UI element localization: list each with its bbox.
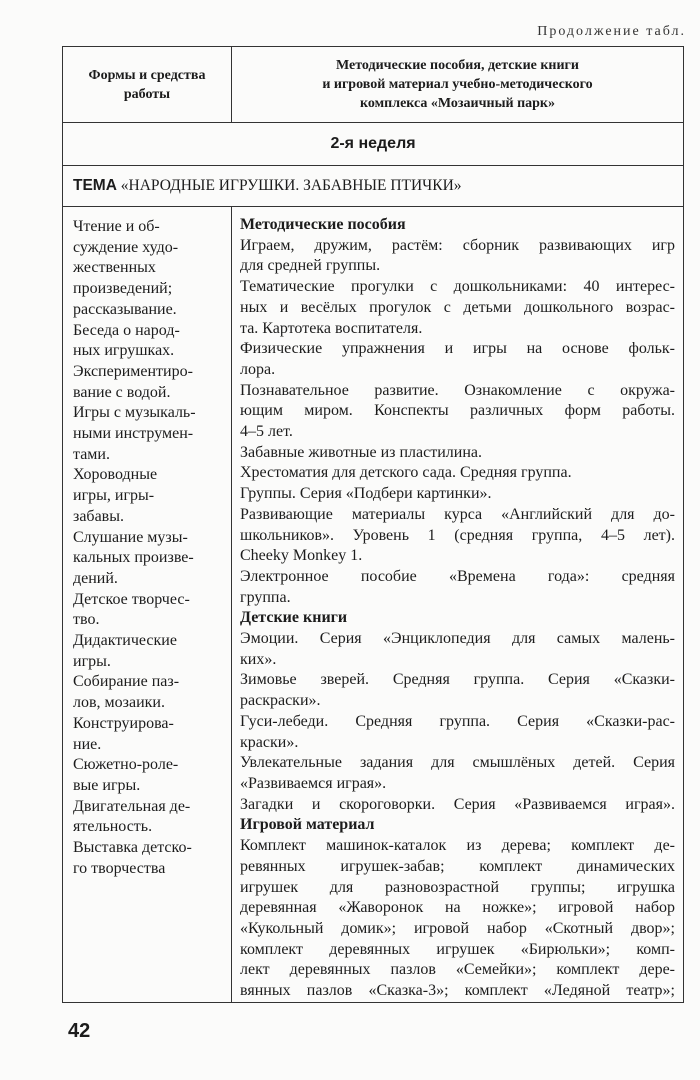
- materials-line: для средней группы.: [240, 257, 381, 275]
- materials-line: Эмоции. Серия «Энциклопедия для самых малень-: [240, 630, 675, 648]
- theme-label: ТЕМА: [73, 177, 117, 194]
- col2-header: [232, 47, 684, 123]
- materials-line: Комплект машинок-каталок из дерева; комплект де-: [240, 837, 675, 855]
- forms-line: лов, мозаики.: [73, 694, 165, 712]
- theme-text: «НАРОДНЫЕ ИГРУШКИ. ЗАБАВНЫЕ ПТИЧКИ»: [116, 177, 462, 194]
- forms-line: тво.: [73, 611, 100, 629]
- col2-header-line: и игровой материал учебно-методического: [322, 77, 593, 92]
- materials-line: Забавные животные из пластилина.: [240, 443, 482, 461]
- materials-line: Загадки и скороговорки. Серия «Развиваемся играя».: [240, 795, 675, 813]
- week-row: [63, 123, 684, 166]
- forms-line: Игры с музыкаль-: [73, 404, 196, 422]
- theme-row: [63, 166, 684, 207]
- col2-header-line: Методические пособия, детские книги: [336, 58, 579, 73]
- forms-line: вые игры.: [73, 776, 141, 794]
- materials-subheading: Игровой материал: [240, 816, 375, 834]
- materials-line: ких».: [240, 650, 277, 668]
- materials-line: 4–5 лет.: [240, 423, 293, 441]
- materials-line: игрушек для разновозрастной группы; игрушка: [240, 878, 675, 896]
- materials-column: [232, 207, 684, 1003]
- col1-header: [63, 47, 232, 123]
- forms-line: вание с водой.: [73, 383, 171, 401]
- forms-line: игры, игры-: [73, 487, 155, 505]
- materials-line: Электронное пособие «Времена года»: средняя: [240, 567, 675, 585]
- materials-line: Увлекательные задания для смышлёных детей. Серия: [240, 754, 675, 772]
- materials-line: ющим миром. Конспекты различных форм работы.: [240, 402, 675, 420]
- forms-line: Собирание паз-: [73, 673, 180, 691]
- forms-line: Сюжетно-роле-: [73, 756, 179, 774]
- forms-line: суждение худо-: [73, 238, 179, 256]
- forms-line: рассказывание.: [73, 300, 177, 318]
- materials-line: Cheeky Monkey 1.: [240, 547, 363, 565]
- forms-line: забавы.: [73, 507, 124, 525]
- continuation-label: Продолжение табл.: [537, 24, 686, 39]
- materials-line: «Развиваемся играя».: [240, 774, 387, 792]
- materials-line: краски».: [240, 733, 299, 751]
- materials-line: комплект деревянных игрушек «Бирюльки»; комп-: [240, 940, 675, 958]
- lesson-plan-table: [62, 46, 684, 1003]
- forms-line: Чтение и об-: [73, 218, 160, 235]
- forms-line: игры.: [73, 652, 111, 670]
- materials-line: Группы. Серия «Подбери картинки».: [240, 485, 492, 503]
- materials-line: лора.: [240, 360, 276, 378]
- forms-line: тами.: [73, 445, 110, 463]
- materials-line: ревянных игрушек-забав; комплект динамических: [240, 857, 675, 875]
- page-number: 42: [68, 1020, 91, 1042]
- materials-line: Гуси-лебеди. Средняя группа. Серия «Сказки-рас-: [240, 712, 675, 730]
- materials-line: Познавательное развитие. Ознакомление с окружа-: [240, 381, 675, 399]
- forms-line: Беседа о народ-: [73, 321, 180, 339]
- forms-line: жественных: [73, 259, 156, 277]
- forms-line: ных игрушках.: [73, 342, 175, 360]
- forms-line: Дидактические: [73, 632, 177, 650]
- forms-line: Хороводные: [73, 466, 158, 484]
- materials-subheading: Детские книги: [240, 609, 348, 627]
- forms-line: ятельность.: [73, 818, 153, 836]
- forms-line: дений.: [73, 569, 118, 587]
- col1-header-line: работы: [123, 86, 171, 102]
- theme-title: [63, 166, 684, 207]
- forms-line: произведений;: [73, 280, 173, 298]
- materials-line: Физические упражнения и игры на основе фольк-: [240, 340, 675, 358]
- forms-line: Экспериментиро-: [73, 362, 193, 380]
- forms-column: [63, 207, 232, 1003]
- materials-line: раскраски».: [240, 692, 321, 710]
- materials-line: Тематические прогулки с дошкольниками: 40 интерес-: [240, 278, 675, 296]
- forms-line: Выставка детско-: [73, 839, 192, 857]
- forms-line: Детское творчес-: [73, 590, 190, 608]
- forms-line: Конструирова-: [73, 714, 174, 732]
- table-header-row: [63, 47, 684, 123]
- materials-line: вянных пазлов «Сказка-3»; комплект «Ледяной театр»;: [240, 982, 675, 1000]
- forms-line: Двигательная де-: [73, 797, 191, 815]
- materials-line: Играем, дружим, растём: сборник развивающих игр: [240, 236, 675, 254]
- materials-line: «Кукольный домик»; игровой набор «Скотный двор»;: [240, 919, 675, 937]
- materials-line: школьников». Уровень 1 (средняя группа, 4–5 лет).: [240, 526, 675, 544]
- materials-line: Хрестоматия для детского сада. Средняя группа.: [240, 464, 572, 482]
- materials-line: ных и весёлых прогулок с детьми дошкольного возрас-: [240, 298, 675, 316]
- forms-line: Слушание музы-: [73, 528, 188, 546]
- materials-line: Развивающие материалы курса «Английский для до-: [240, 505, 675, 523]
- forms-line: ными инструмен-: [73, 425, 194, 443]
- materials-subheading: Методические пособия: [240, 216, 406, 233]
- week-label: 2-я неделя: [63, 123, 684, 166]
- materials-line: Зимовье зверей. Средняя группа. Серия «Сказки-: [240, 671, 675, 689]
- materials-line: та. Картотека воспитателя.: [240, 319, 423, 337]
- forms-line: ние.: [73, 735, 102, 753]
- forms-line: кальных произве-: [73, 549, 194, 567]
- materials-line: лект деревянных пазлов «Семейки»; комплект дере-: [240, 961, 675, 979]
- content-row: [63, 207, 684, 1003]
- forms-line: го творчества: [73, 859, 166, 877]
- col1-header-line: Формы и средства: [88, 67, 206, 83]
- materials-line: деревянная «Жаворонок на ножке»; игровой набор: [240, 899, 675, 917]
- materials-line: группа.: [240, 588, 291, 606]
- col2-header-line: комплекса «Мозаичный парк»: [360, 96, 555, 111]
